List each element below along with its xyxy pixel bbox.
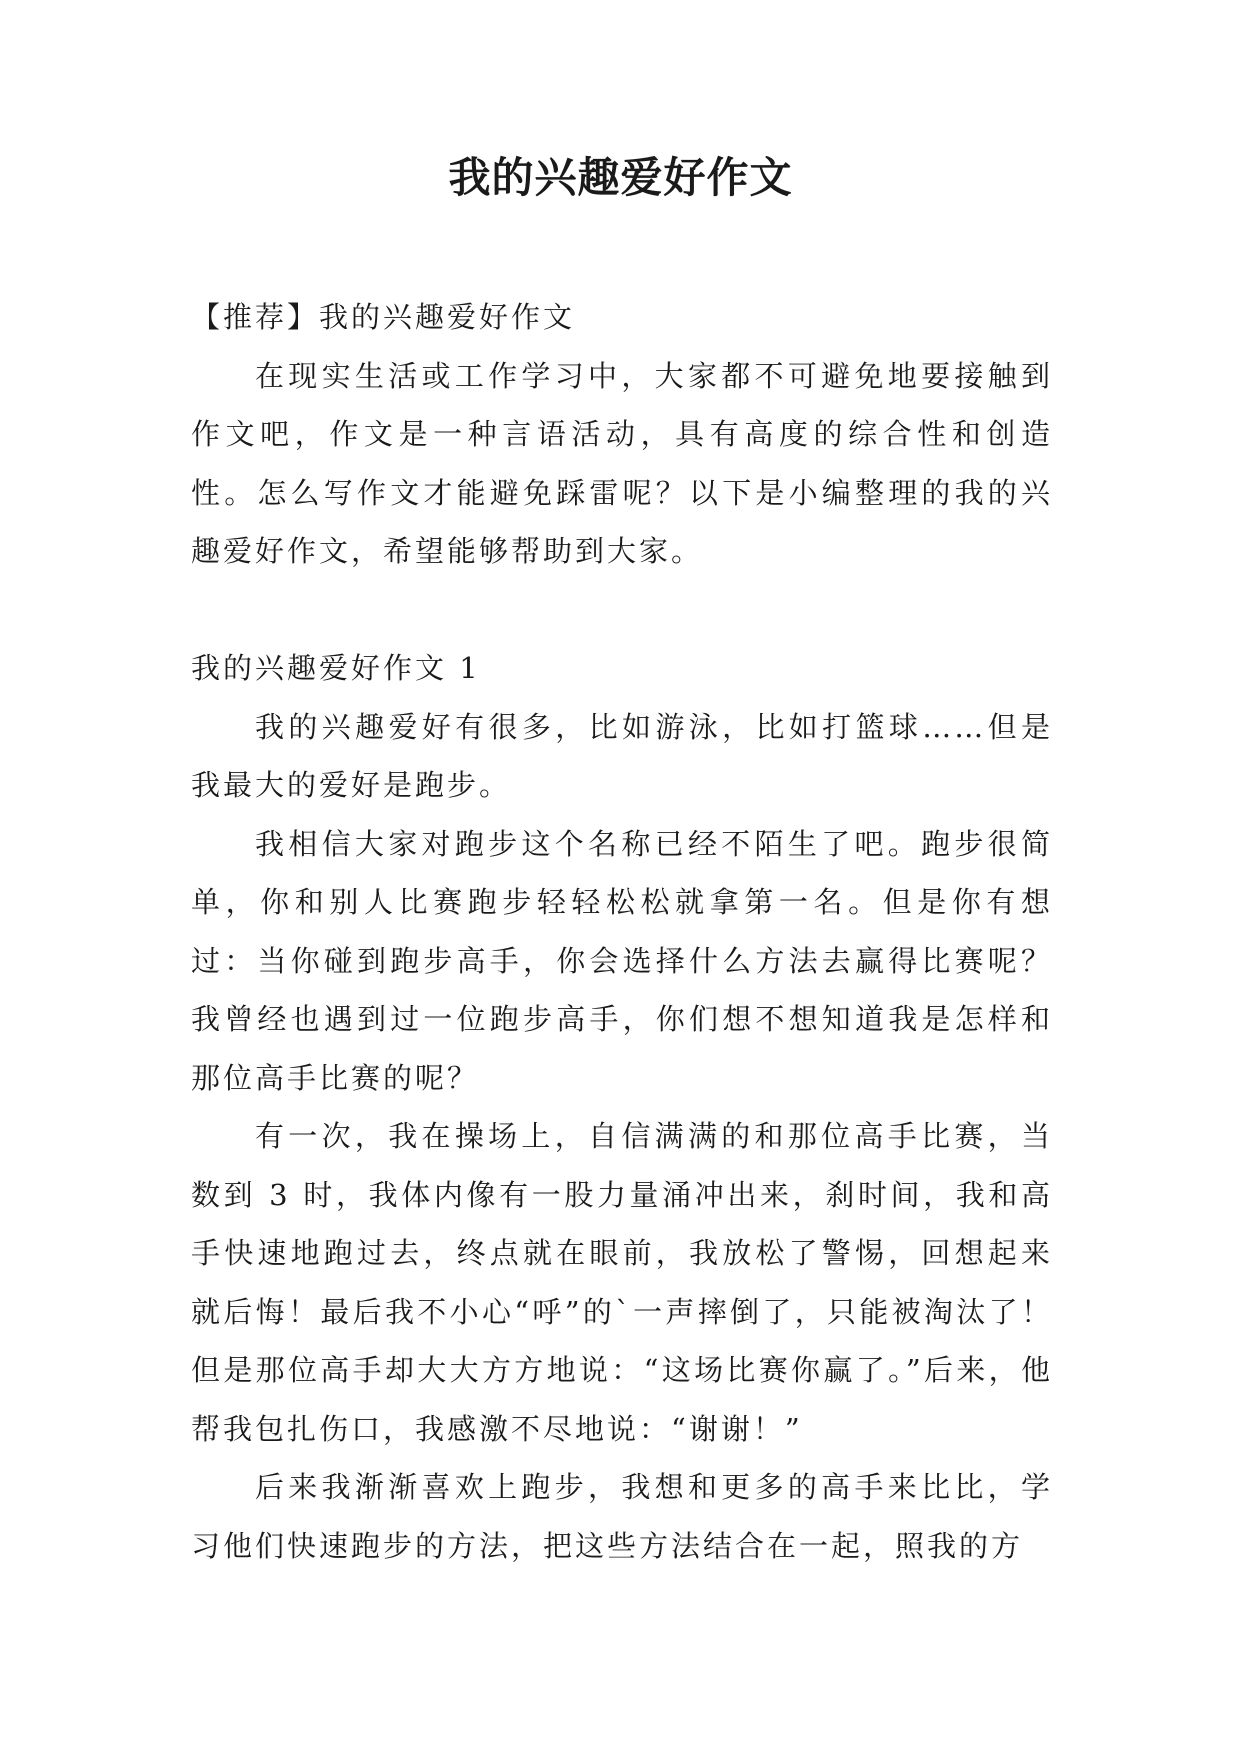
paragraph-spacer	[191, 581, 1053, 640]
body-paragraph-1: 我的兴趣爱好有很多，比如游泳，比如打篮球……但是我最大的爱好是跑步。	[191, 709, 1053, 802]
intro-paragraph: 在现实生活或工作学习中，大家都不可避免地要接触到作文吧，作文是一种言语活动，具有高度的综合性和创造性。怎么写作文才能避免踩雷呢？以下是小编整理的我的兴趣爱好作文，希望能够帮助到大家。	[191, 358, 1053, 568]
body-paragraph-3: 有一次，我在操场上，自信满满的和那位高手比赛，当数到 3 时，我体内像有一股力量涌冲出来，刹时间，我和高手快速地跑过去，终点就在眼前，我放松了警惕，回想起来就后悔！最后我不小心“呼”的`一声摔倒了，只能被淘汰了！但是那位高手却大大方方地说：“这场比赛你赢了。”后来，他帮我包扎伤口，我感激不尽地说：“谢谢！”	[191, 1119, 1053, 1446]
body-paragraph-4: 后来我渐渐喜欢上跑步，我想和更多的高手来比比，学习他们快速跑步的方法，把这些方法结合在一起，照我的方	[191, 1470, 1053, 1563]
recommend-line: 【推荐】我的兴趣爱好作文	[191, 300, 576, 334]
section-heading: 我的兴趣爱好作文 1	[191, 651, 481, 685]
body-paragraph-2: 我相信大家对跑步这个名称已经不陌生了吧。跑步很简单，你和别人比赛跑步轻轻松松就拿第一名。但是你有想过：当你碰到跑步高手，你会选择什么方法去赢得比赛呢？我曾经也遇到过一位跑步高手，你们想不想知道我是怎样和那位高手比赛的呢？	[191, 826, 1053, 1095]
document-body	[191, 288, 1053, 1575]
document-title: 我的兴趣爱好作文	[448, 153, 793, 202]
